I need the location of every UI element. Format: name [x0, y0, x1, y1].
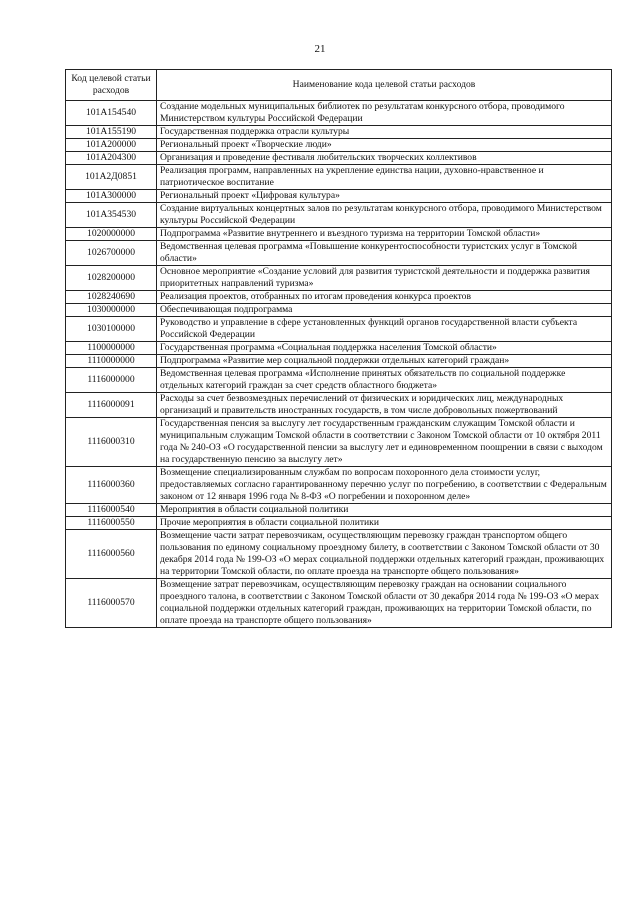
table-row [66, 190, 612, 203]
table-row [66, 165, 612, 190]
table-row [66, 101, 612, 126]
code-cell: 1100000000 [66, 342, 157, 355]
code-cell: 1110000000 [66, 355, 157, 368]
name-cell: Мероприятия в области социальной политики [157, 504, 612, 517]
name-cell: Руководство и управление в сфере установленных функций органов государственной власти субъекта Российской Федерации [157, 317, 612, 342]
code-cell: 101A354530 [66, 203, 157, 228]
table-row [66, 317, 612, 342]
name-cell: Создание модельных муниципальных библиотек по результатам конкурсного отбора, проводимого Министерством культуры Российской Федерации [157, 101, 612, 126]
table-row [66, 530, 612, 579]
code-cell: 101A204300 [66, 152, 157, 165]
name-cell: Обеспечивающая подпрограмма [157, 304, 612, 317]
table-row [66, 152, 612, 165]
table-row [66, 467, 612, 504]
name-cell: Возмещение специализированным службам по вопросам похоронного дела стоимости услуг, предоставляемых согласно гарантированному перечню услуг по погребению, в соответствии с Федеральным законом от 12 января 1996 года № 8-ФЗ «О погребении и похоронном деле» [157, 467, 612, 504]
name-cell: Реализация проектов, отобранных по итогам проведения конкурса проектов [157, 291, 612, 304]
code-cell: 101A154540 [66, 101, 157, 126]
name-cell: Государственная пенсия за выслугу лет государственным гражданским служащим Томской области и муниципальным служащим Томской области в соответствии с Законом Томской области от 10 октября 2011 года № 240-ОЗ «О государственной пенсии за выслугу лет и единовременном поощрении в связи с выходом на государственную пенсию за выслугу лет» [157, 418, 612, 467]
code-cell: 1020000000 [66, 228, 157, 241]
code-cell: 1116000570 [66, 579, 157, 628]
name-cell: Организация и проведение фестиваля любительских творческих коллективов [157, 152, 612, 165]
code-cell: 1116000091 [66, 393, 157, 418]
code-cell: 101A300000 [66, 190, 157, 203]
name-cell: Возмещение затрат перевозчикам, осуществляющим перевозку граждан на основании социального проездного талона, в соответствии с Законом Томской области от 30 декабря 2014 года № 199-ОЗ «О мерах социальной поддержки отдельных категорий граждан, проживающих на территории Томской области, по оплате проезда на транспорте общего пользования» [157, 579, 612, 628]
code-cell: 1116000310 [66, 418, 157, 467]
name-cell: Основное мероприятие «Создание условий для развития туристской деятельности и поддержка развития приоритетных направлений туризма» [157, 266, 612, 291]
table-row [66, 126, 612, 139]
table-row [66, 241, 612, 266]
name-cell: Ведомственная целевая программа «Повышение конкурентоспособности туристских услуг в Томской области» [157, 241, 612, 266]
table-body [66, 101, 612, 628]
code-cell: 1116000540 [66, 504, 157, 517]
table-row [66, 579, 612, 628]
name-cell: Подпрограмма «Развитие внутреннего и въездного туризма на территории Томской области» [157, 228, 612, 241]
code-cell: 1030000000 [66, 304, 157, 317]
code-cell: 1028200000 [66, 266, 157, 291]
code-cell: 101A155190 [66, 126, 157, 139]
table-row [66, 504, 612, 517]
code-cell: 1116000360 [66, 467, 157, 504]
code-cell: 101A200000 [66, 139, 157, 152]
budget-codes-table [65, 69, 612, 628]
code-cell: 1116000000 [66, 368, 157, 393]
table-row [66, 355, 612, 368]
page-number: 21 [314, 43, 326, 55]
table-row [66, 228, 612, 241]
code-cell: 1030100000 [66, 317, 157, 342]
code-cell: 1116000550 [66, 517, 157, 530]
name-cell: Государственная программа «Социальная поддержка населения Томской области» [157, 342, 612, 355]
name-cell: Создание виртуальных концертных залов по результатам конкурсного отбора, проводимого Министерством культуры Российской Федерации [157, 203, 612, 228]
name-cell: Реализация программ, направленных на укрепление единства нации, духовно-нравственное и патриотическое воспитание [157, 165, 612, 190]
table-row [66, 304, 612, 317]
name-cell: Подпрограмма «Развитие мер социальной поддержки отдельных категорий граждан» [157, 355, 612, 368]
table-row [66, 139, 612, 152]
code-cell: 101A2Д0851 [66, 165, 157, 190]
name-cell: Прочие мероприятия в области социальной политики [157, 517, 612, 530]
name-cell: Ведомственная целевая программа «Исполнение принятых обязательств по социальной поддержке отдельных категорий граждан за счет средств областного бюджета» [157, 368, 612, 393]
name-cell: Государственная поддержка отрасли культуры [157, 126, 612, 139]
table-row [66, 291, 612, 304]
table-row [66, 368, 612, 393]
table-row [66, 203, 612, 228]
table-row [66, 393, 612, 418]
table-row [66, 517, 612, 530]
name-cell: Расходы за счет безвозмездных перечислений от физических и юридических лиц, международных организаций и правительств иностранных государств, в том числе добровольных пожертвований [157, 393, 612, 418]
name-column-header: Наименование кода целевой статьи расходов [157, 70, 612, 101]
code-cell: 1028240690 [66, 291, 157, 304]
name-cell: Региональный проект «Цифровая культура» [157, 190, 612, 203]
table-row [66, 266, 612, 291]
table-row [66, 342, 612, 355]
table-header-row [66, 70, 612, 101]
name-cell: Возмещение части затрат перевозчикам, осуществляющим перевозку граждан транспортом общего пользования по единому социальному проездному билету, в соответствии с Законом Томской области от 30 декабря 2014 года № 199-ОЗ «О мерах социальной поддержки отдельных категорий граждан, проживающих на территории Томской области, по оплате проезда на транспорте общего пользования» [157, 530, 612, 579]
code-cell: 1116000560 [66, 530, 157, 579]
table-row [66, 418, 612, 467]
code-cell: 1026700000 [66, 241, 157, 266]
code-column-header: Код целевой статьи расходов [66, 70, 157, 101]
name-cell: Региональный проект «Творческие люди» [157, 139, 612, 152]
